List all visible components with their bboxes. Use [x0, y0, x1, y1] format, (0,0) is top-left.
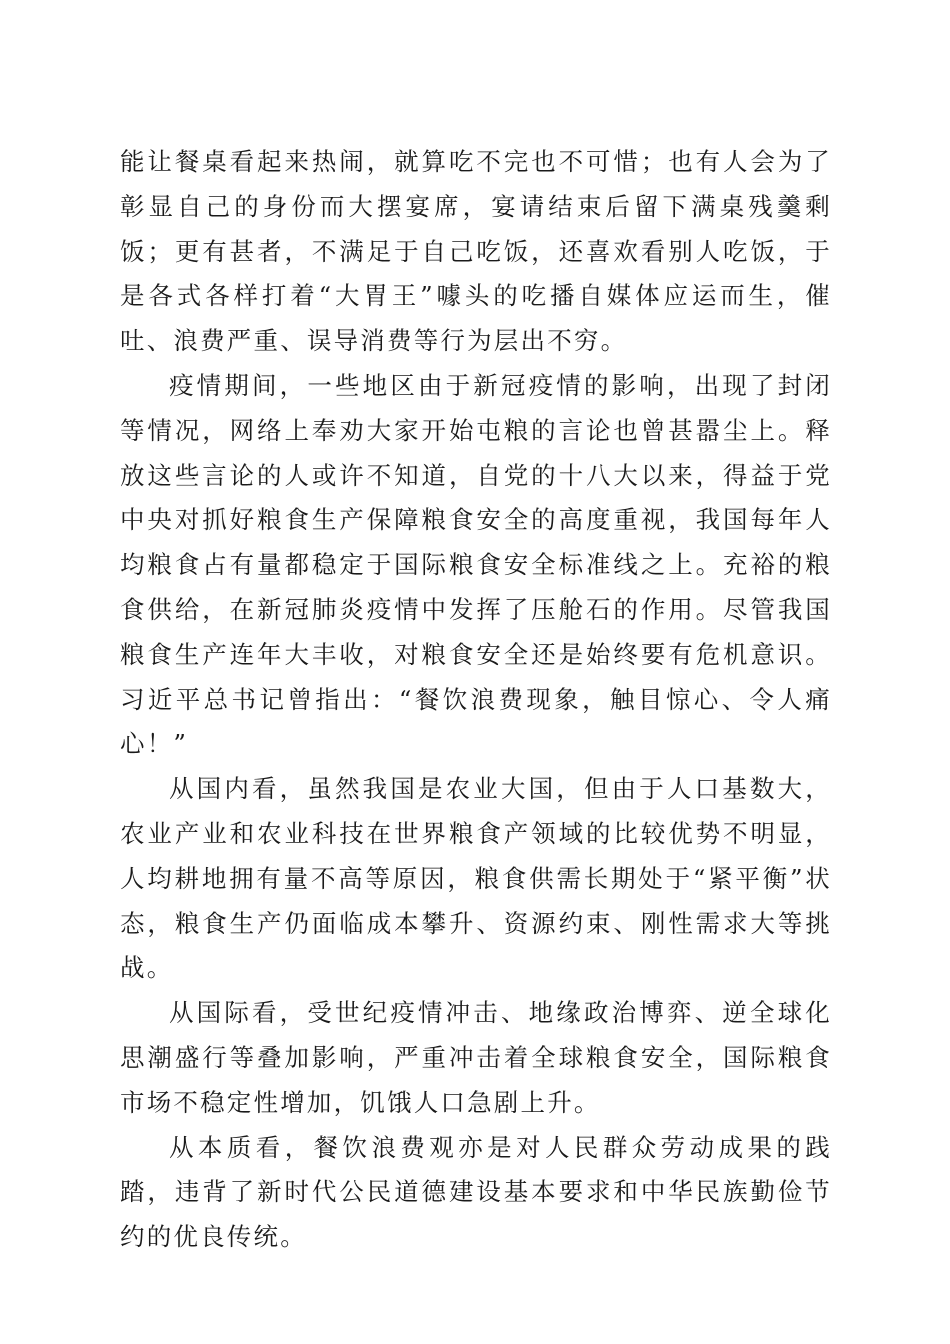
paragraph-domestic: 从国内看，虽然我国是农业大国，但由于人口基数大，农业产业和农业科技在世界粮食产领域的比较优势不明显，人均耕地拥有量不高等原因，粮食供需长期处于“紧平衡”状态，粮食生产仍面临成本攀升、资源约束、刚性需求大等挑战。 — [120, 774, 832, 983]
paragraph-continuation: 能让餐桌看起来热闹，就算吃不完也不可惜；也有人会为了彰显自己的身份而大摆宴席，宴请结束后留下满桌残羹剩饭；更有甚者，不满足于自己吃饭，还喜欢看别人吃饭，于是各式各样打着“大胃王”噱头的吃播自媒体应运而生，催吐、浪费严重、误导消费等行为层出不穷。 — [120, 147, 832, 356]
document-body — [120, 140, 832, 1260]
paragraph-epidemic: 疫情期间，一些地区由于新冠疫情的影响，出现了封闭等情况，网络上奉劝大家开始屯粮的言论也曾甚嚣尘上。释放这些言论的人或许不知道，自党的十八大以来，得益于党中央对抓好粮食生产保障粮食安全的高度重视，我国每年人均粮食占有量都稳定于国际粮食安全标准线之上。充裕的粮食供给，在新冠肺炎疫情中发挥了压舱石的作用。尽管我国粮食生产连年大丰收，对粮食安全还是始终要有危机意识。习近平总书记曾指出：“餐饮浪费现象，触目惊心、令人痛心！” — [120, 370, 832, 759]
paragraph-essence: 从本质看，餐饮浪费观亦是对人民群众劳动成果的践踏，违背了新时代公民道德建设基本要求和中华民族勤俭节约的优良传统。 — [120, 1132, 832, 1252]
paragraph-international: 从国际看，受世纪疫情冲击、地缘政治博弈、逆全球化思潮盛行等叠加影响，严重冲击着全球粮食安全，国际粮食市场不稳定性增加，饥饿人口急剧上升。 — [120, 998, 832, 1117]
